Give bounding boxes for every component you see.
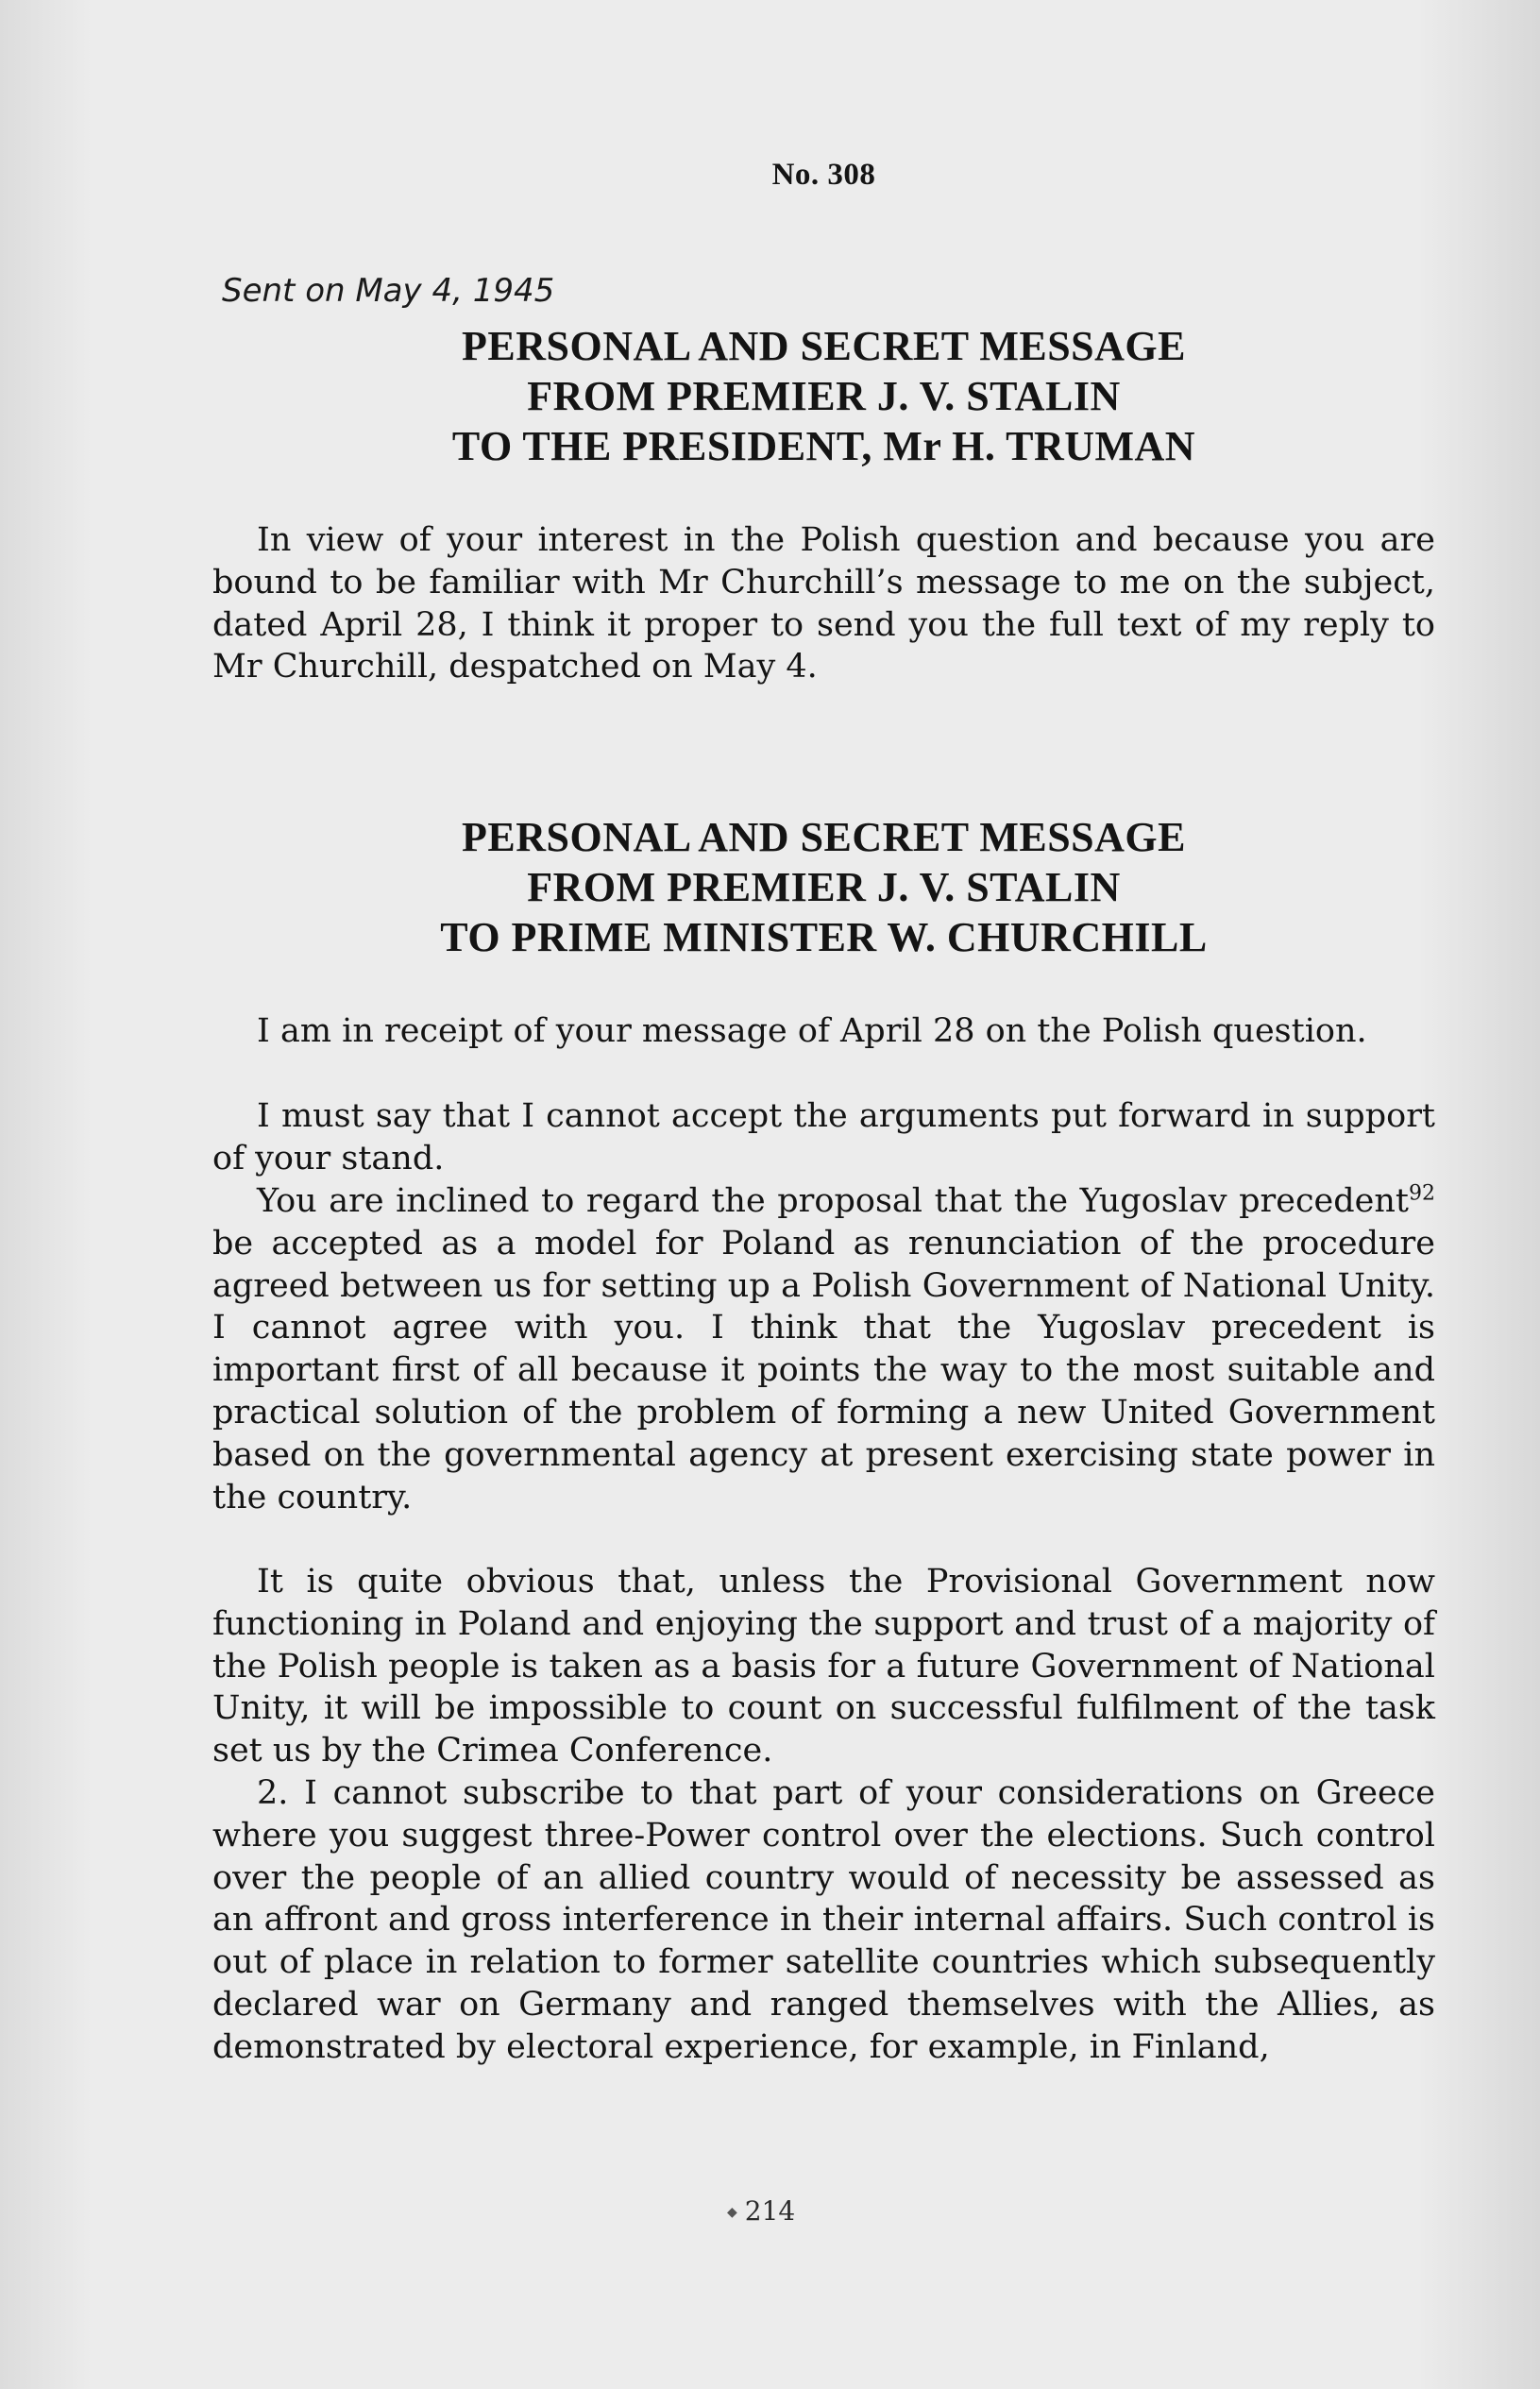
heading-line: TO THE PRESIDENT, Mr H. TRUMAN [451,423,1196,469]
heading-line: FROM PREMIER J. V. STALIN [527,373,1121,419]
document-number: No. 308 [771,158,876,192]
intro-paragraph: In view of your interest in the Polish question and because you are bound to be familiar with Mr Churchill’s message to me on the subject, dated April 28, I think it proper to send you the full text of my reply to Mr Churchill, despatched on May 4. [212,521,1435,686]
body-paragraph: It is quite obvious that, unless the Provisional Government now functioning in Poland and enjoying the support and trust of a majority of the Polish people is taken as a basis for a future Government of National Unity, it will be impossible to count on successful fulfilment of the task set us by the Crimea Conference. [212,1563,1435,1771]
paragraph-text: You are inclined to regard the proposal that the Yugoslav precedent [257,1182,1409,1220]
heading-line: PERSONAL AND SECRET MESSAGE [462,323,1186,369]
body-paragraph: 2. I cannot subscribe to that part of your considerations on Greece where you suggest three-Power control over the elections. Such control over the people of an allied country would of necessity be assessed as an affront and gross interference in their internal affairs. Such control is out of place in relation to former satellite countries which subsequently declared war on Germany and ranged themselves with the Allies, as demonstrated by electoral experience, for example, in Finland, [212,1774,1435,2066]
paragraph-text: be accepted as a model for Poland as renunciation of the procedure agreed between us for setting up a Polish Government of National Unity. I cannot agree with you. I think that the Yugoslav precedent is important first of all because it points the way to the most suitable and practical solution of the problem of forming a new United Government based on the governmental agency at present exercising state power in the country. [212,1224,1435,1516]
body-paragraph: I must say that I cannot accept the arguments put forward in support of your stand. [212,1097,1435,1178]
message-heading-churchill [212,812,1435,962]
body-paragraph [212,1180,1435,1518]
body-paragraph: I am in receipt of your message of April 28 on the Polish question. [257,1012,1367,1050]
message-heading-truman [212,321,1435,471]
footnote-reference: 92 [1409,1181,1435,1206]
page-number: 214 [744,2195,796,2227]
heading-line: FROM PREMIER J. V. STALIN [527,864,1121,910]
heading-line: PERSONAL AND SECRET MESSAGE [462,814,1186,860]
print-mark: ◆ [727,2205,737,2220]
sent-date: Sent on May 4, 1945 [222,272,555,310]
heading-line: TO PRIME MINISTER W. CHURCHILL [440,914,1208,960]
